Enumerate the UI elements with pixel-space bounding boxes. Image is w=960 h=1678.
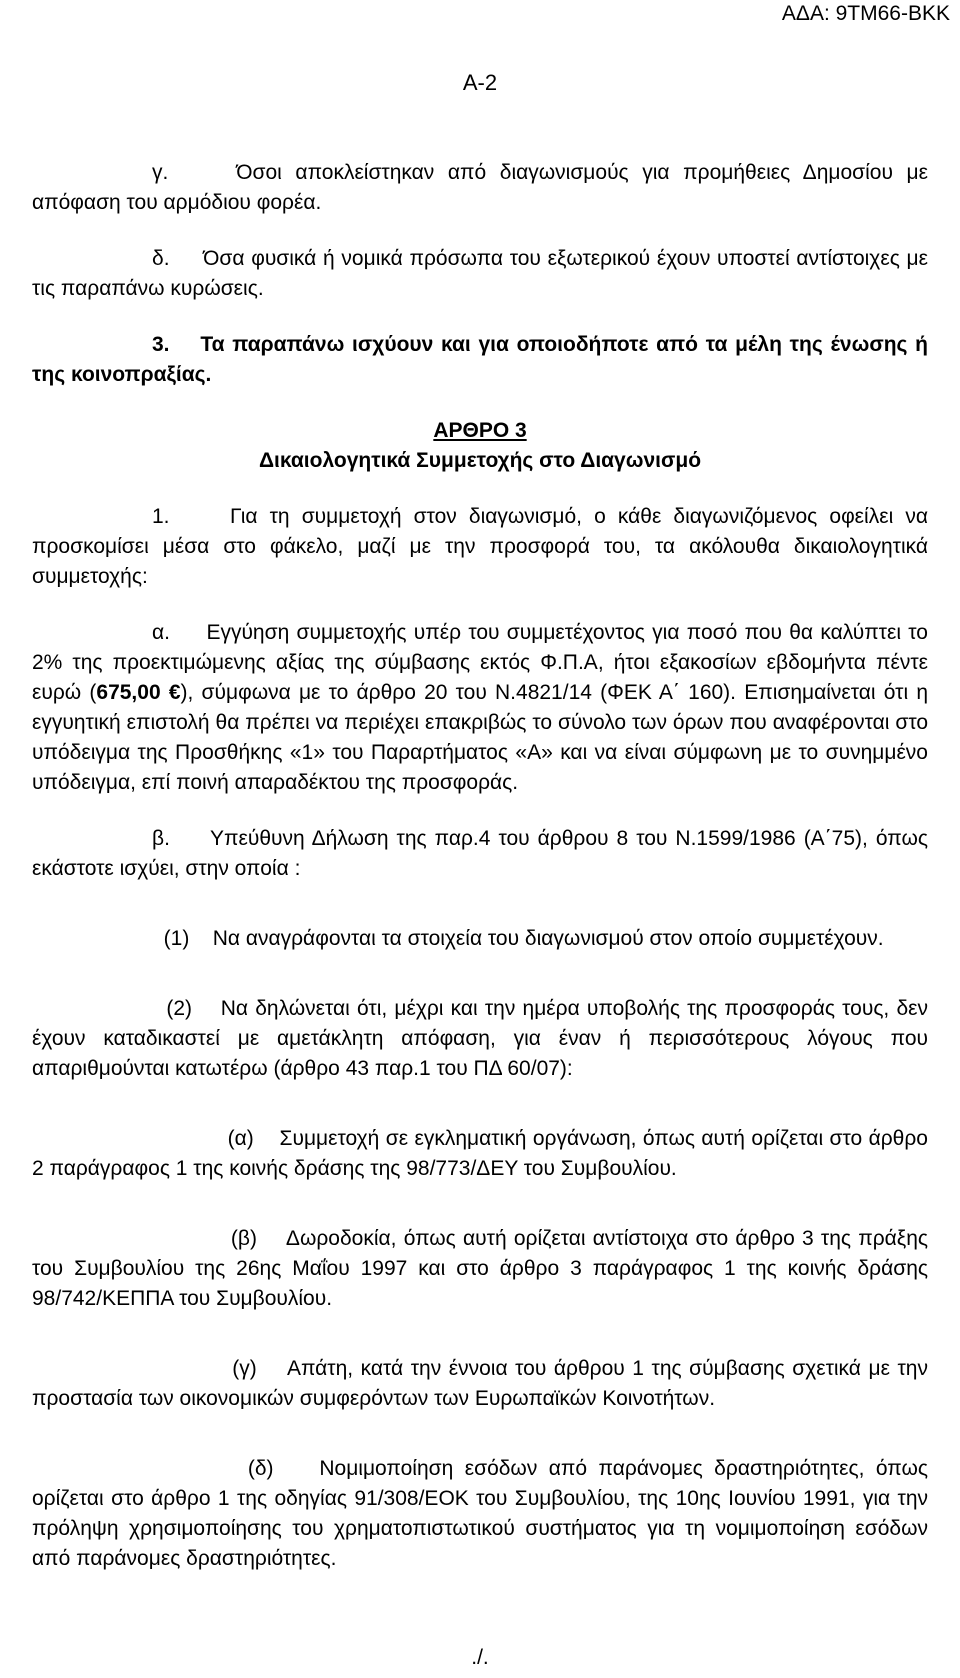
paragraph-d xyxy=(32,244,928,304)
paragraph-b-text: Υπεύθυνη Δήλωση της παρ.4 του άρθρου 8 του Ν.1599/1986 (Α΄75), όπως εκάστοτε ισχύει, στην οποία : xyxy=(32,827,928,880)
paragraph-g-label: γ. xyxy=(152,161,169,184)
subparagraph-alpha xyxy=(32,1124,928,1184)
subparagraph-beta xyxy=(32,1224,928,1314)
subparagraph-beta-label: (β) xyxy=(230,1227,257,1250)
paragraph-1-text: Για τη συμμετοχή στον διαγωνισμό, ο κάθε διαγωνιζόμενος οφείλει να προσκομίσει μέσα στο φάκελο, μαζί με την προσφορά του, τα ακόλουθα δικαιολογητικά συμμετοχής: xyxy=(32,505,928,588)
paragraph-b xyxy=(32,824,928,884)
subparagraph-2-text: Να δηλώνεται ότι, μέχρι και την ημέρα υποβολής της προσφοράς τους, δεν έχουν καταδικαστεί με αμετάκλητη απόφαση, για έναν ή περισσότερους λόγους που απαριθμούνται κατωτέρω (άρθρο 43 παρ.1 του ΠΔ 60/07): xyxy=(32,997,928,1080)
subparagraph-2-label: (2) xyxy=(166,997,193,1020)
subparagraph-delta-text: Νομιμοποίηση εσόδων από παράνομες δραστηριότητες, όπως ορίζεται στο άρθρο 1 της οδηγίας 91/308/ΕΟΚ του Συμβουλίου, της 10ης Ιουνίου 1991, για την πρόληψη χρησιμοποίησης του χρηματοπιστωτικού συστήματος για τη νομιμοποίηση εσόδων από παράνομες δραστηριότητες. xyxy=(32,1457,929,1570)
subparagraph-gamma-text: Απάτη, κατά την έννοια του άρθρου 1 της σύμβασης σχετικά με την προστασία των οικονομικών συμφερόντων των Ευρωπαϊκών Κοινοτήτων. xyxy=(32,1357,928,1410)
subparagraph-delta-label: (δ) xyxy=(247,1457,274,1480)
paragraph-d-label: δ. xyxy=(152,247,170,270)
paragraph-g-text: Όσοι αποκλείστηκαν από διαγωνισμούς για προμήθειες Δημοσίου με απόφαση του αρμόδιου φορέα. xyxy=(32,161,928,214)
subparagraph-alpha-text: Συμμετοχή σε εγκληματική οργάνωση, όπως αυτή ορίζεται στο άρθρο 2 παράγραφος 1 της κοινής δράσης της 98/773/ΔΕΥ του Συμβουλίου. xyxy=(32,1127,928,1180)
guarantee-amount: 675,00 € xyxy=(96,681,181,704)
subparagraph-1-label: (1) xyxy=(163,927,190,950)
subparagraph-delta xyxy=(32,1454,928,1574)
paragraph-3-text: Τα παραπάνω ισχύουν και για οποιοδήποτε από τα μέλη της ένωσης ή της κοινοπραξίας. xyxy=(32,333,928,386)
document-body xyxy=(32,158,928,1574)
subparagraph-beta-text: Δωροδοκία, όπως αυτή ορίζεται αντίστοιχα στο άρθρο 3 της πράξης του Συμβουλίου της 26ης Μαΐου 1997 και στο άρθρο 3 παράγραφος 1 της κοινής δράσης 98/742/ΚΕΠΠΑ του Συμβουλίου. xyxy=(32,1227,929,1310)
paragraph-1 xyxy=(32,502,928,592)
continuation-mark: ./. xyxy=(471,1646,489,1669)
page-number: Α-2 xyxy=(462,70,498,95)
paragraph-a-label: α. xyxy=(152,621,170,644)
paragraph-a xyxy=(32,618,928,798)
paragraph-a-text-2: ), σύμφωνα με το άρθρο 20 του Ν.4821/14 (ΦΕΚ Α΄ 160). Επισημαίνεται ότι η εγγυητική επιστολή θα πρέπει να περιέχει επακριβώς το σύνολο των όρων που αναφέρονται στο υπόδειγμα της Προσθήκης «1» του Παραρτήματος «Α» και να είναι σύμφωνη με το συνημμένο υπόδειγμα, επί ποινή απαραδέκτου της προσφοράς. xyxy=(32,681,929,794)
subparagraph-alpha-label: (α) xyxy=(227,1127,254,1150)
paragraph-3-label: 3. xyxy=(152,333,170,356)
subparagraph-2 xyxy=(32,994,928,1084)
ada-code: ΑΔΑ: 9ΤΜ66-ΒΚΚ xyxy=(781,2,950,25)
paragraph-b-label: β. xyxy=(152,827,170,850)
paragraph-d-text: Όσα φυσικά ή νομικά πρόσωπα του εξωτερικού έχουν υποστεί αντίστοιχες με τις παραπάνω κυρώσεις. xyxy=(32,247,928,300)
paragraph-3 xyxy=(32,330,928,390)
paragraph-1-label: 1. xyxy=(152,505,170,528)
article-number: ΑΡΘΡΟ 3 xyxy=(433,419,527,442)
subparagraph-gamma xyxy=(32,1354,928,1414)
subparagraph-1-text: Να αναγράφονται τα στοιχεία του διαγωνισμού στον οποίο συμμετέχουν. xyxy=(212,927,884,950)
subparagraph-gamma-label: (γ) xyxy=(232,1357,257,1380)
paragraph-a-text-1: Εγγύηση συμμετοχής υπέρ του συμμετέχοντος για ποσό που θα καλύπτει το 2% της προεκτιμώμενης αξίας της σύμβασης εκτός Φ.Π.Α, ήτοι εξακοσίων εβδομήντα πέντε ευρώ ( xyxy=(32,621,928,704)
article-title: Δικαιολογητικά Συμμετοχής στο Διαγωνισμό xyxy=(258,449,702,472)
subparagraph-1 xyxy=(32,924,928,954)
paragraph-g xyxy=(32,158,928,218)
